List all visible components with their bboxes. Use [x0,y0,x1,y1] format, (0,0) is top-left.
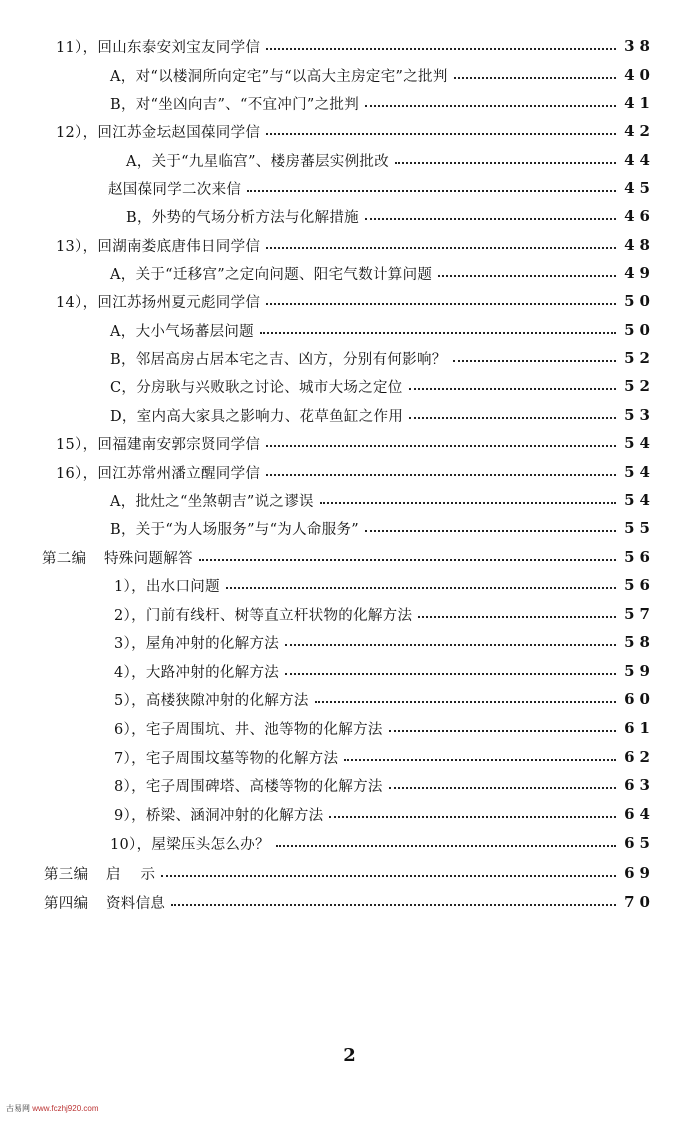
dot-leader [409,417,616,419]
toc-entry-title: D，室内高大家具之影响力、花草鱼缸之作用 [110,408,404,425]
toc-entry-page: 58 [624,633,655,651]
toc-entry-page: 50 [624,321,655,339]
toc-row [0,175,699,201]
toc-entry-page: 56 [624,548,655,566]
dot-leader [226,587,616,589]
dot-leader [395,162,616,164]
dot-leader [266,48,616,50]
dot-leader [276,845,616,847]
toc-entry-page: 50 [624,292,655,310]
toc-row [0,33,699,59]
dot-leader [266,247,616,249]
toc-entry-page: 48 [624,236,655,254]
toc-row [0,90,699,116]
dot-leader [438,275,616,277]
dot-leader [266,445,616,447]
dot-leader [454,77,617,79]
toc-row [0,232,699,258]
toc-entry-page: 44 [624,151,655,169]
toc-row [0,487,699,513]
toc-part-heading [42,547,193,568]
toc-entry-title: 5），高楼狭隙冲射的化解方法 [114,692,309,709]
toc-entry-page: 54 [624,491,655,509]
toc-entry-title: 4），大路冲射的化解方法 [114,664,280,681]
toc-entry-title: 13），回湖南娄底唐伟日同学信 [56,238,261,255]
dot-leader [365,530,616,532]
toc-entry-page: 65 [624,834,655,852]
toc-entry-page: 54 [624,434,655,452]
dot-leader [161,875,616,877]
dot-leader [171,904,616,906]
toc-row [0,744,699,770]
toc-row [0,772,699,798]
toc-entry-page: 64 [624,805,655,823]
toc-entry-title: 9），桥梁、涵洞冲射的化解方法 [114,807,324,824]
toc-row [0,860,699,886]
toc-entry-page: 70 [624,893,655,911]
toc-row [0,889,699,915]
toc-entry-title: 特殊问题解答 [104,550,193,567]
toc-entry-title: 8），宅子周围碑塔、高楼等物的化解方法 [114,778,383,795]
dot-leader [320,502,616,504]
toc-entry-title: A，对“以楼洞所向定宅”与“以高大主房定宅”之批判 [110,68,448,85]
toc-entry-title: 12），回江苏金坛赵国葆同学信 [56,124,261,141]
toc-row [0,345,699,371]
toc-entry-title: 1），出水口问题 [114,578,220,595]
toc-entry-title: B，关于“为人场服务”与“为人命服务” [110,521,360,538]
toc-row [0,402,699,428]
dot-leader [285,673,616,675]
toc-entry-title: 3），屋角冲射的化解方法 [114,635,280,652]
toc-entry-page: 52 [624,377,655,395]
toc-row [0,544,699,570]
toc-entry-page: 69 [624,864,655,882]
toc-row [0,601,699,627]
toc-entry-title: 7），宅子周围坟墓等物的化解方法 [114,750,339,767]
toc-entry-page: 49 [624,264,655,282]
dot-leader [418,616,616,618]
toc-row [0,373,699,399]
toc-entry-title: C，分房耿与兴败耿之讨论、城市大场之定位 [110,379,403,396]
toc-row [0,62,699,88]
toc-entry-page: 52 [624,349,655,367]
toc-entry-page: 41 [624,94,655,112]
toc-entry-title: B，邻居高房占居本宅之吉、凶方，分别有何影响？ [110,351,447,368]
dot-leader [409,388,617,390]
dot-leader [266,133,616,135]
toc-entry-title: 10），屋梁压头怎么办？ [110,836,270,853]
dot-leader [329,816,616,818]
toc-row [0,317,699,343]
toc-entry-title: A，批灶之“坐煞朝吉”说之谬误 [110,493,314,510]
toc-entry-title: A，关于“九星临宫”、楼房蕃层实例批改 [126,153,389,170]
toc-row [0,629,699,655]
toc-entry-page: 63 [624,776,655,794]
dot-leader [247,190,616,192]
toc-row [0,118,699,144]
dot-leader [389,730,616,732]
toc-entry-page: 61 [624,719,655,737]
toc-row [0,715,699,741]
dot-leader [453,360,617,362]
toc-row [0,430,699,456]
toc-entry-page: 56 [624,576,655,594]
toc-entry-page: 54 [624,463,655,481]
toc-row [0,288,699,314]
toc-row [0,658,699,684]
toc-entry-page: 45 [624,179,655,197]
toc-entry-page: 42 [624,122,655,140]
toc-entry-title: 资料信息 [106,895,166,912]
watermark [6,1103,98,1114]
part-label: 第四编 [44,895,89,912]
toc-entry-page: 59 [624,662,655,680]
toc-row [0,830,699,856]
toc-entry-title: 启 示 [106,866,156,883]
toc-entry-title: 15），回福建南安郭宗贤同学信 [56,436,261,453]
toc-entry-title: B，对“坐凶向吉”、“不宜冲门”之批判 [110,96,360,113]
toc-row [0,572,699,598]
toc-row [0,147,699,173]
toc-entry-page: 57 [624,605,655,623]
toc-part-heading [44,863,155,884]
toc-entry-page: 53 [624,406,655,424]
toc-entry-title: 16），回江苏常州潘立醒同学信 [56,465,261,482]
dot-leader [389,787,616,789]
part-label: 第二编 [42,550,87,567]
toc-entry-title: A，大小气场蕃层问题 [110,323,254,340]
toc-entry-title: 6），宅子周围坑、井、池等物的化解方法 [114,721,383,738]
part-label: 第三编 [44,866,89,883]
dot-leader [344,759,616,761]
dot-leader [199,559,616,561]
toc-entry-page: 62 [624,748,655,766]
toc-row [0,801,699,827]
toc-row [0,203,699,229]
toc-entry-page: 60 [624,690,655,708]
dot-leader [285,644,616,646]
dot-leader [266,474,616,476]
toc-row [0,260,699,286]
toc-entry-page: 46 [624,207,655,225]
toc-entry-page: 55 [624,519,655,537]
toc-entry-page: 40 [624,66,655,84]
page-number: 2 [343,1045,356,1066]
toc-entry-title: 14），回江苏扬州夏元彪同学信 [56,294,261,311]
toc-row [0,459,699,485]
dot-leader [266,303,616,305]
toc-entry-title: 11），回山东泰安刘宝友同学信 [56,39,261,56]
dot-leader [365,105,616,107]
dot-leader [260,332,616,334]
dot-leader [315,701,616,703]
toc-entry-title: 赵国葆同学二次来信 [108,181,242,198]
watermark-site: 古易网 [6,1104,30,1113]
toc-row [0,515,699,541]
toc-entry-title: A，关于“迁移宫”之定向问题、阳宅气数计算问题 [110,266,433,283]
dot-leader [365,218,616,220]
toc-entry-page: 38 [624,37,655,55]
toc-part-heading [44,892,165,913]
toc-entry-title: B，外势的气场分析方法与化解措施 [126,209,359,226]
toc-row [0,686,699,712]
watermark-url: www.fczhj920.com [32,1104,99,1113]
toc-entry-title: 2），门前有线杆、树等直立杆状物的化解方法 [114,607,413,624]
